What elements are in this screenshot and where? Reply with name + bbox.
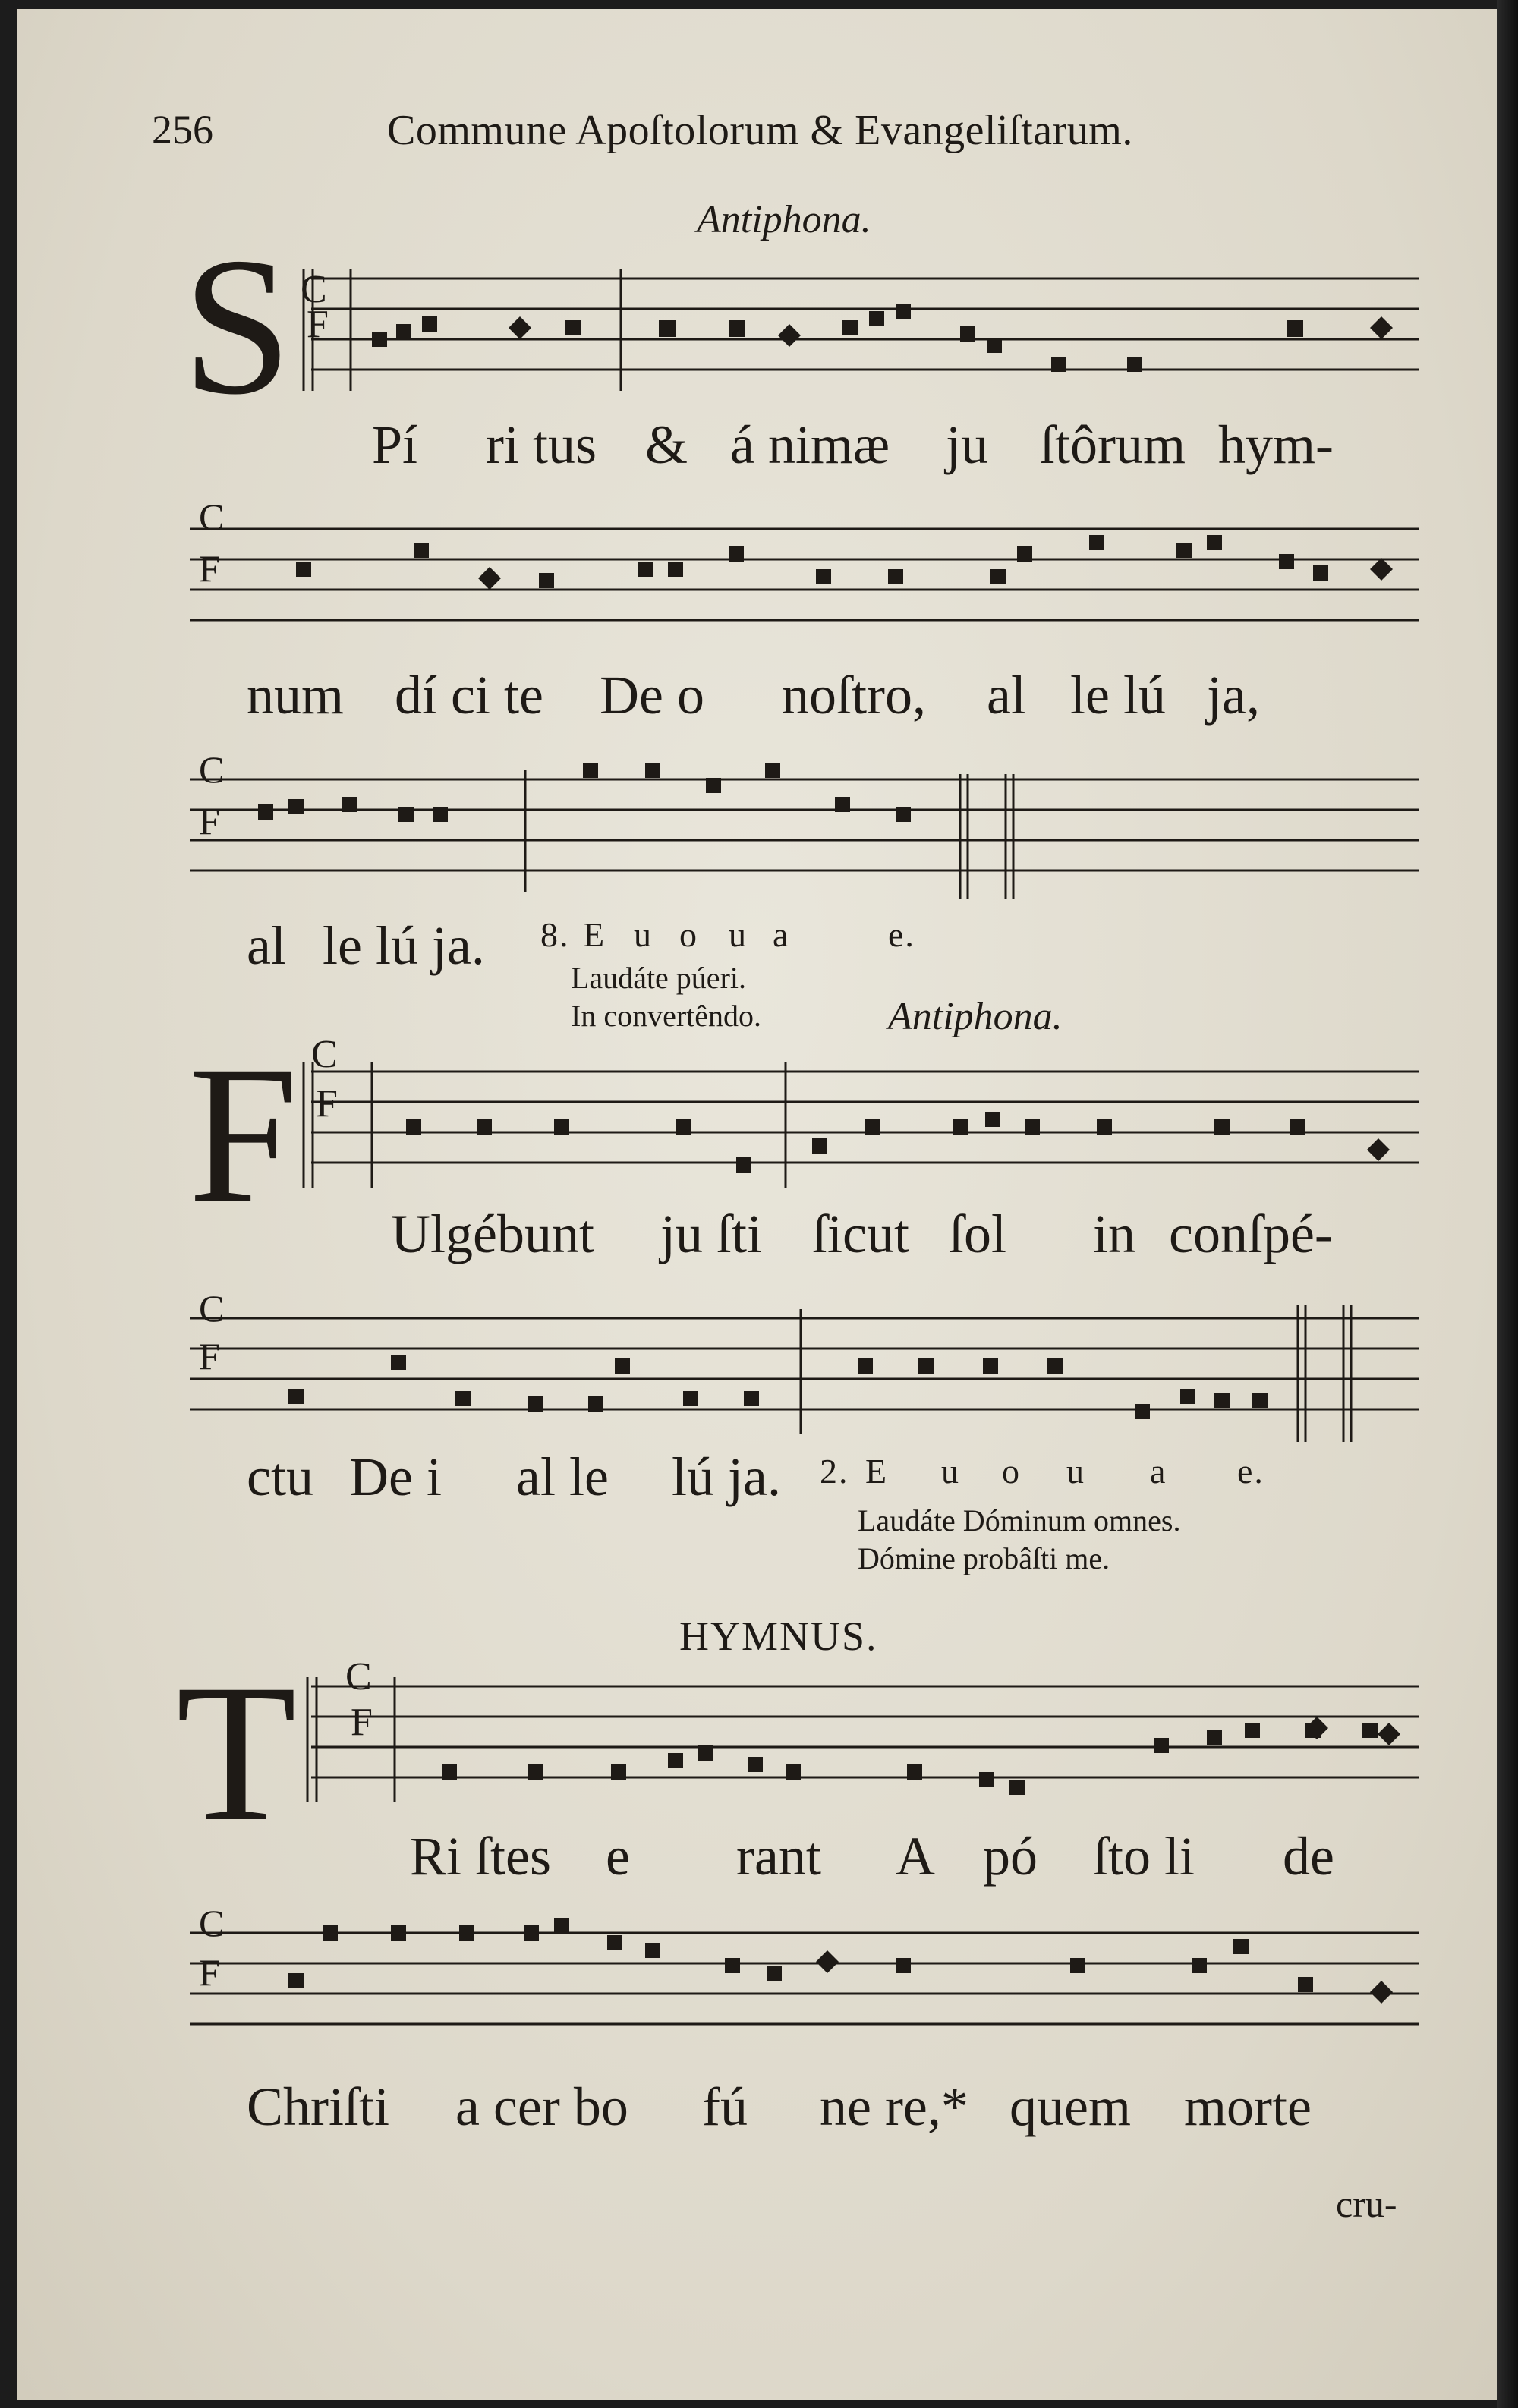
c-clef-6: C bbox=[345, 1655, 372, 1698]
lyric-syllable: al bbox=[987, 665, 1026, 726]
music-staff-4 bbox=[182, 1055, 1427, 1199]
euouae-letter: o bbox=[1002, 1452, 1021, 1490]
lyric-syllable: num bbox=[247, 665, 345, 726]
f-clef-2: F bbox=[199, 547, 220, 590]
euouae-letter: e. bbox=[1237, 1452, 1264, 1490]
lyric-syllable: Chriſti bbox=[247, 2076, 390, 2137]
lyric-syllable: noſtro, bbox=[782, 665, 926, 726]
euouae-letter: u bbox=[1066, 1452, 1085, 1490]
lyric-syllable: rant bbox=[736, 1826, 821, 1887]
hymnus-heading: HYMNUS. bbox=[679, 1613, 878, 1659]
lyric-syllable: ju ſti bbox=[660, 1204, 763, 1264]
euouae-letter: e. bbox=[888, 915, 915, 954]
c-clef-7: C bbox=[199, 1902, 225, 1944]
initial-letter-f: F bbox=[188, 1025, 298, 1244]
lyric-syllable: & bbox=[645, 414, 688, 475]
lyric-syllable: fú bbox=[702, 2076, 748, 2137]
antiphona-heading-1: Antiphona. bbox=[697, 198, 871, 241]
page-number: 256 bbox=[152, 107, 213, 153]
lyric-syllable: conſpé- bbox=[1169, 1204, 1333, 1264]
lyric-syllable: ctu bbox=[247, 1446, 313, 1507]
music-staff-2 bbox=[182, 512, 1427, 649]
music-staff-3 bbox=[182, 763, 1427, 907]
c-clef-5: C bbox=[199, 1287, 225, 1330]
euouae-letter: u bbox=[941, 1452, 960, 1490]
initial-letter-t: T bbox=[176, 1644, 297, 1862]
f-clef-5: F bbox=[199, 1335, 220, 1377]
lyric-syllable: ſicut bbox=[812, 1204, 909, 1264]
c-clef-4: C bbox=[311, 1033, 338, 1076]
catchword: cru- bbox=[1336, 2183, 1397, 2225]
music-staff-5 bbox=[182, 1302, 1427, 1453]
lyric-syllable: De i bbox=[349, 1446, 442, 1507]
music-staff-1 bbox=[182, 262, 1427, 398]
music-staff-7 bbox=[182, 1916, 1427, 2060]
lyric-syllable: Ri ſtes bbox=[410, 1826, 552, 1887]
lyric-syllable: le lú ja. bbox=[323, 915, 485, 976]
c-clef-1: C bbox=[301, 268, 327, 311]
f-clef-7: F bbox=[199, 1951, 220, 1994]
f-clef-6: F bbox=[351, 1701, 373, 1744]
lyric-syllable: ſol bbox=[949, 1204, 1007, 1264]
psalm-incipit: Laudáte púeri. bbox=[571, 961, 746, 995]
lyric-syllable: le lú bbox=[1070, 665, 1166, 726]
f-clef-1: F bbox=[307, 303, 329, 346]
euouae-letter: o bbox=[679, 915, 698, 954]
lyric-syllable: A bbox=[896, 1826, 935, 1887]
lyric-syllable: al bbox=[247, 915, 286, 976]
euouae-letter: E bbox=[865, 1452, 889, 1490]
lyric-syllable: in bbox=[1093, 1204, 1136, 1264]
lyric-syllable: ne re,* bbox=[820, 2076, 968, 2137]
running-title: Commune Apoſtolorum & Evangeliſtarum. bbox=[387, 107, 1133, 154]
lyric-syllable: ja, bbox=[1207, 665, 1260, 726]
lyric-syllable: pó bbox=[983, 1826, 1038, 1887]
lyric-syllable: ſto li bbox=[1093, 1826, 1195, 1887]
lyric-syllable: quem bbox=[1009, 2076, 1131, 2137]
psalm-tone-number: 2. bbox=[820, 1452, 849, 1490]
lyric-syllable: lú ja. bbox=[672, 1446, 781, 1507]
lyric-syllable: al le bbox=[516, 1446, 609, 1507]
psalm-incipit: Laudáte Dóminum omnes. bbox=[858, 1503, 1181, 1538]
psalm-incipit: Dómine probâſti me. bbox=[858, 1541, 1110, 1575]
lyric-syllable: de bbox=[1283, 1826, 1334, 1887]
lyric-syllable: ſtôrum bbox=[1040, 414, 1186, 475]
euouae-letter: u bbox=[634, 915, 653, 954]
lyric-syllable: e bbox=[606, 1826, 630, 1887]
lyric-syllable: De o bbox=[600, 665, 704, 726]
lyric-syllable: ju bbox=[946, 414, 989, 475]
lyric-syllable: Pí bbox=[372, 414, 418, 475]
euouae-letter: a bbox=[773, 915, 790, 954]
psalm-tone-number: 8. bbox=[540, 915, 570, 954]
lyric-syllable: ri tus bbox=[486, 414, 597, 475]
psalm-incipit: In convertêndo. bbox=[571, 999, 762, 1033]
f-clef-3: F bbox=[199, 800, 220, 842]
book-spine bbox=[1497, 0, 1518, 2408]
c-clef-2: C bbox=[199, 496, 225, 538]
euouae-letter: a bbox=[1150, 1452, 1167, 1490]
euouae-letter: E bbox=[583, 915, 606, 954]
c-clef-3: C bbox=[199, 748, 225, 791]
lyric-syllable: Ulgébunt bbox=[391, 1204, 594, 1264]
lyric-syllable: hym- bbox=[1218, 414, 1334, 475]
f-clef-4: F bbox=[316, 1082, 338, 1125]
lyric-syllable: a cer bo bbox=[455, 2076, 628, 2137]
lyric-syllable: dí ci te bbox=[395, 665, 543, 726]
lyric-syllable: á nimæ bbox=[730, 414, 890, 475]
antiphona-heading-2: Antiphona. bbox=[888, 995, 1063, 1038]
lyric-syllable: morte bbox=[1184, 2076, 1312, 2137]
initial-letter-s: S bbox=[182, 217, 292, 436]
euouae-letter: u bbox=[729, 915, 748, 954]
